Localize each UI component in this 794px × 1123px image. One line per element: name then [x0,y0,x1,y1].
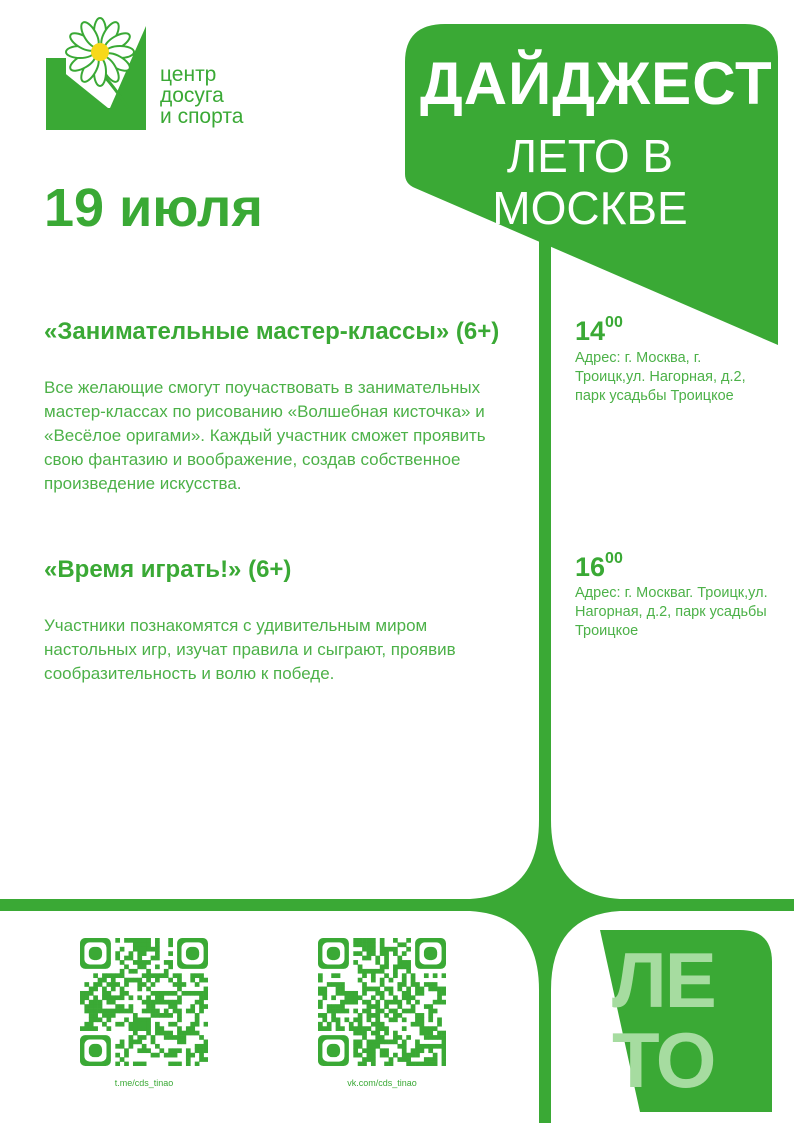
logo-line-3: и спорта [160,105,244,128]
event-time-minutes: 00 [605,314,623,331]
footer-horizontal-line [0,899,794,911]
qr-code-icon[interactable] [318,938,446,1066]
event-description: Участники познакомятся с удивительным миром настольных игр, изучат правила и сыграют, проявив сообразительность и волю к победе. [44,616,456,683]
event-title: «Время играть!» (6+) [44,556,292,583]
banner-title: ДАЙДЖЕСТ [420,50,773,117]
banner-subtitle: ЛЕТО В МОСКВЕ [492,130,688,234]
qr-caption-vk[interactable]: vk.com/cds_tinao [347,1078,417,1088]
event-time [575,316,623,347]
event-time-hour: 14 [575,316,606,346]
timeline-curve-right [551,820,620,899]
page-date: 19 июля [44,178,263,238]
leto-logo-text: ЛЕ ТО [612,936,715,1104]
event-time-minutes: 00 [605,550,623,567]
org-logo-text [160,64,243,127]
event-time-hour: 16 [575,552,606,582]
event-description: Все желающие смогут поучаствовать в занимательных мастер-классах по рисованию «Волшебная кисточка» и «Весёлое оригами». Каждый участник сможет проявить свою фантазию и воображение, создав собственное произведение искусства. [44,378,486,493]
logo-line-2: досуга [160,84,224,107]
event-address: Адрес: г. Москва, г. Троицк,ул. Нагорная, д.2, парк усадьбы Троицкое [575,350,746,404]
timeline-vertical-line [539,200,551,900]
event-time [575,552,623,583]
daisy-icon [46,18,146,130]
timeline-curve-left [470,820,539,899]
qr-code-icon[interactable] [80,938,208,1066]
event-title: «Занимательные мастер-классы» (6+) [44,318,500,345]
logo-line-1: центр [160,63,217,86]
footer-vertical-line [539,911,551,1123]
leto-logo [612,936,772,1110]
footer-curve-left [470,911,539,990]
event-address: Адрес: г. Москваг. Троицк,ул. Нагорная, д.2, парк усадьбы Троицкое [575,585,768,639]
qr-caption-telegram[interactable]: t.me/cds_tinao [114,1078,174,1088]
